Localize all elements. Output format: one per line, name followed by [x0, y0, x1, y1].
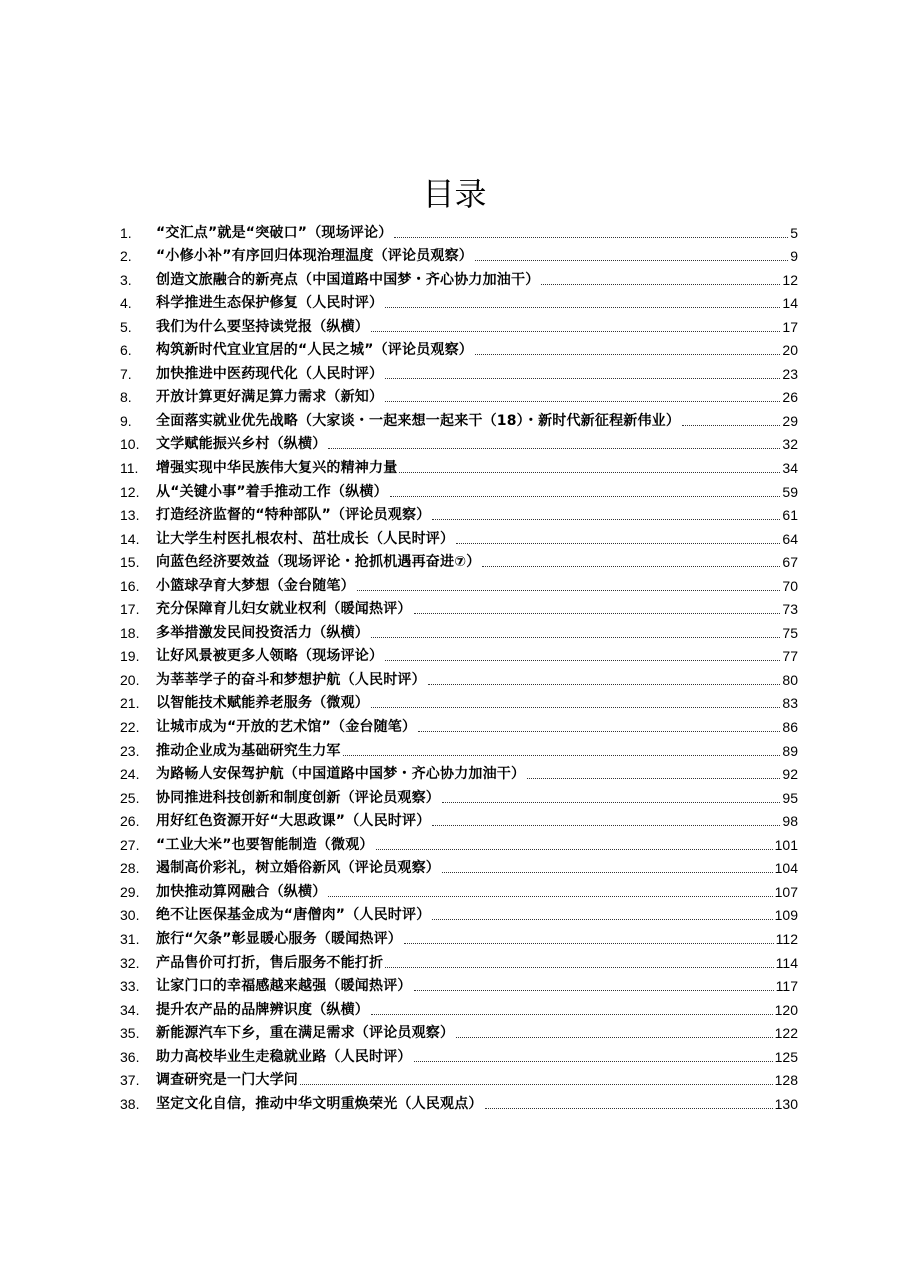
toc-item-leader-dots	[414, 990, 774, 991]
toc-item-number: 38.	[120, 1095, 140, 1112]
toc-item-number: 33.	[120, 978, 140, 995]
toc-item-number: 17.	[120, 601, 140, 618]
toc-item-title: 多举措激发民间投资活力（纵横）	[156, 624, 369, 641]
toc-item[interactable]	[120, 1090, 798, 1114]
toc-item[interactable]	[120, 407, 798, 431]
toc-item[interactable]	[120, 1067, 798, 1091]
toc-item-title: “小修小补”有序回归体现治理温度（评论员观察）	[156, 248, 474, 265]
toc-item-number: 4.	[120, 295, 132, 312]
toc-item-number: 11.	[120, 460, 139, 477]
toc-item-page-number: 80	[782, 671, 798, 688]
toc-item[interactable]	[120, 902, 798, 926]
toc-item-title: 为莘莘学子的奋斗和梦想护航（人民时评）	[156, 671, 426, 688]
toc-item-title: 开放计算更好满足算力需求（新知）	[156, 389, 384, 406]
toc-item-leader-dots	[385, 660, 780, 661]
toc-item[interactable]	[120, 313, 798, 337]
toc-item-page-number: 67	[782, 554, 798, 571]
toc-item-page-number: 29	[782, 412, 798, 429]
toc-item[interactable]	[120, 1020, 798, 1044]
toc-item-leader-dots	[371, 1014, 773, 1015]
toc-item-page-number: 77	[782, 648, 798, 665]
toc-item-leader-dots	[385, 378, 780, 379]
toc-item[interactable]	[120, 996, 798, 1020]
toc-item-leader-dots	[418, 731, 780, 732]
toc-item-title: 全面落实就业优先战略（大家谈・一起来想一起来干（18）・新时代新征程新伟业）	[156, 412, 681, 429]
toc-item[interactable]	[120, 737, 798, 761]
toc-item[interactable]	[120, 784, 798, 808]
toc-item-number: 6.	[120, 342, 132, 359]
toc-item-page-number: 23	[782, 365, 798, 382]
toc-item-leader-dots	[414, 1061, 773, 1062]
toc-item[interactable]	[120, 619, 798, 643]
toc-item-page-number: 70	[782, 577, 798, 594]
toc-item-page-number: 92	[782, 766, 798, 783]
toc-item-number: 37.	[120, 1072, 140, 1089]
toc-item-leader-dots	[394, 237, 788, 238]
toc-item-number: 15.	[120, 554, 140, 571]
toc-item-leader-dots	[442, 872, 773, 873]
toc-item[interactable]	[120, 1043, 798, 1067]
toc-item-title: 从“关键小事”着手推动工作（纵横）	[156, 483, 388, 500]
toc-item-title: 让家门口的幸福感越来越强（暖闻热评）	[156, 978, 412, 995]
toc-item-title: 旅行“欠条”彰显暖心服务（暖闻热评）	[156, 930, 403, 947]
toc-item-number: 32.	[120, 954, 140, 971]
toc-item-number: 8.	[120, 389, 132, 406]
toc-item-title: 调查研究是一门大学问	[156, 1072, 298, 1089]
toc-item[interactable]	[120, 831, 798, 855]
toc-item-page-number: 12	[782, 271, 798, 288]
toc-item-number: 13.	[120, 507, 140, 524]
toc-item-title: 以智能技术赋能养老服务（微观）	[156, 695, 369, 712]
toc-item-title: 科学推进生态保护修复（人民时评）	[156, 295, 384, 312]
toc-item-title: 助力高校毕业生走稳就业路（人民时评）	[156, 1048, 412, 1065]
toc-item-number: 9.	[120, 412, 132, 429]
toc-item-number: 36.	[120, 1048, 140, 1065]
toc-item[interactable]	[120, 878, 798, 902]
toc-item-page-number: 130	[774, 1095, 798, 1112]
toc-item-leader-dots	[385, 401, 780, 402]
toc-item-page-number: 17	[782, 318, 798, 335]
toc-item-leader-dots	[432, 519, 780, 520]
toc-item[interactable]	[120, 596, 798, 620]
toc-item[interactable]	[120, 454, 798, 478]
toc-item-leader-dots	[475, 354, 780, 355]
toc-item-number: 19.	[120, 648, 140, 665]
toc-item-title: 让城市成为“开放的艺术馆”（金台随笔）	[156, 719, 417, 736]
toc-item-page-number: 26	[782, 389, 798, 406]
toc-item-number: 35.	[120, 1025, 140, 1042]
toc-item-leader-dots	[428, 684, 781, 685]
toc-item-title: 创造文旅融合的新亮点（中国道路中国梦・齐心协力加油干）	[156, 271, 540, 288]
toc-item-title: 小篮球孕育大梦想（金台随笔）	[156, 577, 355, 594]
toc-item-title: 提升农产品的品牌辨识度（纵横）	[156, 1001, 369, 1018]
toc-item-number: 20.	[120, 671, 140, 688]
toc-item-title: 绝不让医保基金成为“唐僧肉”（人民时评）	[156, 907, 431, 924]
toc-item-leader-dots	[541, 284, 780, 285]
toc-item-page-number: 73	[782, 601, 798, 618]
toc-item-page-number: 14	[782, 295, 798, 312]
toc-item-title: 让好风景被更多人领略（现场评论）	[156, 648, 384, 665]
toc-item-title: 产品售价可打折，售后服务不能打折	[156, 954, 384, 971]
toc-item-number: 1.	[120, 224, 132, 241]
toc-title: 目录	[422, 175, 487, 213]
toc-item-title: “交汇点”就是“突破口”（现场评论）	[156, 224, 393, 241]
toc-item-leader-dots	[328, 896, 772, 897]
toc-item-leader-dots	[682, 425, 780, 426]
toc-item-number: 21.	[120, 695, 140, 712]
toc-item-leader-dots	[371, 637, 780, 638]
toc-item-title: “工业大米”也要智能制造（微观）	[156, 836, 374, 853]
toc-item-number: 16.	[120, 577, 140, 594]
toc-item-page-number: 120	[774, 1001, 798, 1018]
toc-list	[120, 219, 798, 1114]
toc-item[interactable]	[120, 690, 798, 714]
toc-item-number: 24.	[120, 766, 140, 783]
toc-item-page-number: 86	[782, 719, 798, 736]
toc-item-page-number: 112	[775, 930, 798, 947]
toc-item-title: 向蓝色经济要效益（现场评论・抢抓机遇再奋进⑦）	[156, 554, 481, 571]
toc-item-leader-dots	[432, 825, 780, 826]
toc-item-number: 7.	[120, 365, 132, 382]
toc-item-title: 坚定文化自信，推动中华文明重焕荣光（人民观点）	[156, 1095, 483, 1112]
toc-item-page-number: 75	[782, 624, 798, 641]
toc-item-number: 28.	[120, 860, 140, 877]
toc-item[interactable]	[120, 266, 798, 290]
toc-item-number: 14.	[120, 530, 140, 547]
toc-item-title: 为路畅人安保驾护航（中国道路中国梦・齐心协力加油干）	[156, 766, 526, 783]
toc-item-number: 10.	[120, 436, 140, 453]
toc-item-page-number: 89	[782, 742, 798, 759]
toc-item-number: 22.	[120, 719, 140, 736]
toc-item-number: 23.	[120, 742, 140, 759]
toc-item-page-number: 122	[774, 1025, 798, 1042]
toc-item[interactable]	[120, 713, 798, 737]
toc-item-number: 2.	[120, 248, 132, 265]
toc-item-page-number: 83	[782, 695, 798, 712]
toc-item-number: 3.	[120, 271, 132, 288]
toc-item-title: 构筑新时代宜业宜居的“人民之城”（评论员观察）	[156, 342, 474, 359]
toc-item-number: 18.	[120, 624, 140, 641]
toc-item[interactable]	[120, 666, 798, 690]
toc-item[interactable]	[120, 572, 798, 596]
toc-item-leader-dots	[456, 1037, 772, 1038]
toc-item-title: 加快推进中医药现代化（人民时评）	[156, 365, 384, 382]
toc-item-title: 推动企业成为基础研究生力军	[156, 742, 341, 759]
toc-item[interactable]	[120, 525, 798, 549]
toc-item[interactable]	[120, 502, 798, 526]
toc-item[interactable]	[120, 219, 798, 243]
toc-item-number: 34.	[120, 1001, 140, 1018]
toc-item-number: 5.	[120, 318, 132, 335]
toc-item-number: 29.	[120, 883, 140, 900]
toc-item-title: 打造经济监督的“特种部队”（评论员观察）	[156, 507, 431, 524]
toc-item-page-number: 95	[782, 789, 798, 806]
toc-item[interactable]	[120, 290, 798, 314]
toc-item-page-number: 64	[782, 530, 798, 547]
toc-item-leader-dots	[371, 707, 780, 708]
toc-item-leader-dots	[442, 802, 780, 803]
toc-item-title: 协同推进科技创新和制度创新（评论员观察）	[156, 789, 440, 806]
toc-item-number: 31.	[120, 930, 140, 947]
toc-item-page-number: 5	[790, 224, 798, 241]
toc-item[interactable]	[120, 643, 798, 667]
toc-item[interactable]	[120, 949, 798, 973]
toc-item-leader-dots	[376, 849, 773, 850]
toc-item-title: 充分保障育儿妇女就业权利（暖闻热评）	[156, 601, 412, 618]
toc-item-leader-dots	[456, 543, 780, 544]
toc-item[interactable]	[120, 478, 798, 502]
toc-item-title: 让大学生村医扎根农村、茁壮成长（人民时评）	[156, 530, 455, 547]
toc-item-page-number: 107	[774, 883, 798, 900]
toc-item-leader-dots	[343, 755, 781, 756]
toc-item-page-number: 109	[774, 907, 798, 924]
toc-item-leader-dots	[328, 448, 780, 449]
toc-item-page-number: 125	[774, 1048, 798, 1065]
toc-item-leader-dots	[527, 778, 780, 779]
toc-item[interactable]	[120, 549, 798, 573]
toc-item-page-number: 32	[782, 436, 798, 453]
toc-item[interactable]	[120, 243, 798, 267]
toc-item[interactable]	[120, 973, 798, 997]
toc-item-number: 27.	[120, 836, 140, 853]
toc-item-title: 我们为什么要坚持读党报（纵横）	[156, 318, 369, 335]
toc-item[interactable]	[120, 855, 798, 879]
toc-item-leader-dots	[390, 496, 781, 497]
toc-item[interactable]	[120, 431, 798, 455]
toc-item-page-number: 104	[774, 860, 798, 877]
toc-item-leader-dots	[414, 613, 781, 614]
toc-item-title: 用好红色资源开好“大思政课”（人民时评）	[156, 813, 431, 830]
toc-item-leader-dots	[385, 307, 780, 308]
toc-item-title: 遏制高价彩礼，树立婚俗新风（评论员观察）	[156, 860, 440, 877]
toc-item-title: 加快推动算网融合（纵横）	[156, 883, 327, 900]
toc-item-number: 30.	[120, 907, 140, 924]
toc-item[interactable]	[120, 360, 798, 384]
toc-item-number: 26.	[120, 813, 140, 830]
toc-item-page-number: 34	[782, 460, 798, 477]
toc-item-page-number: 128	[774, 1072, 798, 1089]
toc-item-title: 文学赋能振兴乡村（纵横）	[156, 436, 327, 453]
toc-item-leader-dots	[399, 472, 780, 473]
toc-item-leader-dots	[357, 590, 781, 591]
toc-item-page-number: 61	[782, 507, 798, 524]
toc-item-page-number: 9	[790, 248, 798, 265]
toc-item-page-number: 101	[774, 836, 798, 853]
toc-item-leader-dots	[432, 919, 772, 920]
toc-item-number: 25.	[120, 789, 140, 806]
toc-item-leader-dots	[475, 260, 788, 261]
toc-item[interactable]	[120, 925, 798, 949]
toc-item[interactable]	[120, 808, 798, 832]
toc-item-leader-dots	[300, 1084, 773, 1085]
toc-item-leader-dots	[404, 943, 774, 944]
toc-item[interactable]	[120, 761, 798, 785]
toc-item-leader-dots	[482, 566, 780, 567]
toc-item-title: 增强实现中华民族伟大复兴的精神力量	[156, 460, 398, 477]
toc-item-page-number: 117	[775, 978, 798, 995]
toc-item-number: 12.	[120, 483, 140, 500]
toc-item-leader-dots	[371, 331, 780, 332]
toc-item-page-number: 59	[782, 483, 798, 500]
toc-item-title: 新能源汽车下乡，重在满足需求（评论员观察）	[156, 1025, 455, 1042]
toc-item-leader-dots	[485, 1108, 773, 1109]
toc-item-page-number: 98	[782, 813, 798, 830]
toc-item[interactable]	[120, 337, 798, 361]
toc-item-page-number: 114	[775, 954, 798, 971]
toc-item[interactable]	[120, 384, 798, 408]
toc-item-page-number: 20	[782, 342, 798, 359]
toc-item-leader-dots	[385, 967, 773, 968]
